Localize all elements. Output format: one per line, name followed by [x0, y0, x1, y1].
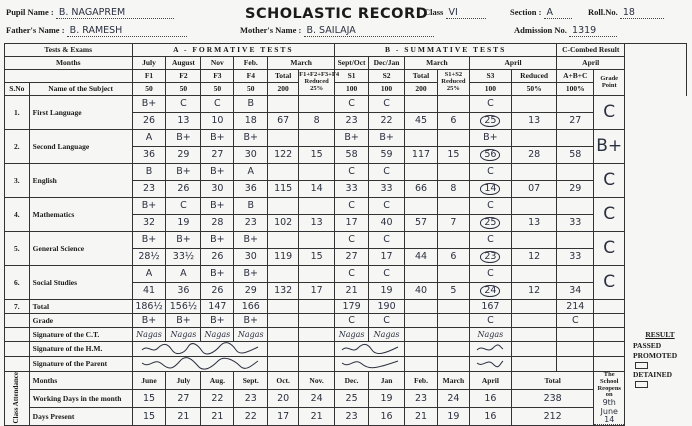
signature-scribble: [132, 342, 268, 357]
mark-cell: 30: [201, 181, 234, 198]
circled-mark: 25: [480, 115, 500, 127]
code-f2: F2: [166, 70, 201, 83]
table-cell: [268, 96, 299, 113]
code-f4: F4: [234, 70, 268, 83]
table-cell: [268, 130, 299, 147]
tests-exams-label: Tests & Exams: [5, 44, 133, 57]
admission-no-value: 1319: [569, 25, 617, 37]
month-march: March: [268, 57, 335, 70]
scholastic-record-table: [4, 43, 687, 426]
grade-cell: C: [335, 96, 369, 113]
s3-mark-cell: [469, 283, 511, 300]
grade-cell: C: [201, 96, 234, 113]
subject-grade-row: [5, 266, 687, 283]
table-cell: [557, 232, 594, 249]
signature-scribble: [469, 342, 511, 357]
header-row-max: S.No Name of the Subject 50 50 50 50 200 100 100 200 100 50% 100%: [5, 83, 687, 96]
grade-cell: B+: [166, 130, 201, 147]
mark-cell: 15: [299, 147, 335, 164]
subject-number: 4.: [5, 198, 30, 232]
pupil-name-field: Pupil Name : B. NAGAPREM: [6, 7, 174, 19]
table-cell: [405, 232, 438, 249]
section-value: A: [544, 7, 572, 19]
grade-cell: B+: [234, 232, 268, 249]
signature-mark: Nagas: [166, 328, 201, 342]
signature-mark: Nagas: [234, 328, 268, 342]
mark-cell: 10: [201, 113, 234, 130]
result-box: RESULT PASSED PROMOTED DETAINED: [629, 330, 687, 388]
grade-cell: C: [469, 164, 511, 181]
subject-name: General Science: [29, 232, 132, 266]
mark-cell: 15: [437, 147, 469, 164]
signature-parent-row: Signature of the Parent: [5, 357, 687, 372]
month-july: July: [132, 57, 166, 70]
mark-cell: 21: [335, 283, 369, 300]
grade-point: C: [594, 232, 625, 266]
mark-cell: 40: [369, 215, 405, 232]
mark-cell: 13: [166, 113, 201, 130]
mark-cell: 122: [268, 147, 299, 164]
table-cell: [268, 266, 299, 283]
mark-cell: 36: [166, 283, 201, 300]
subject-number: 2.: [5, 130, 30, 164]
detained-checkbox: [635, 381, 648, 388]
month-march-2: March: [405, 57, 470, 70]
table-cell: [511, 232, 556, 249]
table-cell: [557, 130, 594, 147]
mark-cell: 45: [405, 113, 438, 130]
grade-cell: B: [234, 198, 268, 215]
mark-cell: 28: [511, 147, 556, 164]
table-cell: [437, 266, 469, 283]
mark-cell: 32: [132, 215, 166, 232]
mark-cell: 27: [201, 147, 234, 164]
mark-cell: 29: [234, 283, 268, 300]
mark-cell: 07: [511, 181, 556, 198]
mark-cell: 29: [557, 181, 594, 198]
grade-cell: A: [132, 130, 166, 147]
mark-cell: 44: [405, 249, 438, 266]
grade-point: C: [594, 164, 625, 198]
table-cell: [405, 96, 438, 113]
mark-cell: 19: [166, 215, 201, 232]
grade-cell: A: [166, 266, 201, 283]
month-april: April: [469, 57, 556, 70]
mark-cell: 8: [437, 181, 469, 198]
attendance-side-label: Class Attendance: [5, 372, 30, 426]
mark-cell: 57: [405, 215, 438, 232]
subject-grade-row: [5, 198, 687, 215]
result-panel: [625, 44, 687, 96]
s3-mark-cell: [469, 249, 511, 266]
table-cell: [557, 164, 594, 181]
grade-cell: C: [335, 232, 369, 249]
mark-cell: 102: [268, 215, 299, 232]
total-row: 7. Total 186½ 156½ 147 166 179 190 167 214: [5, 300, 687, 314]
table-cell: [268, 232, 299, 249]
mark-cell: 13: [511, 113, 556, 130]
mark-cell: 5: [437, 283, 469, 300]
subject-name: First Language: [29, 96, 132, 130]
mark-cell: 17: [369, 249, 405, 266]
record-title: SCHOLASTIC RECORD: [245, 6, 429, 22]
grade-cell: B+: [132, 232, 166, 249]
mark-cell: 17: [335, 215, 369, 232]
mark-cell: 14: [299, 181, 335, 198]
mark-cell: 12: [511, 249, 556, 266]
grade-cell: C: [369, 164, 405, 181]
header-row-codes: [5, 70, 687, 83]
grade-cell: B+: [201, 164, 234, 181]
mother-name-field: Mother's Name : B. SAILAJA: [240, 25, 434, 37]
admission-no-field: Admission No. 1319: [514, 25, 617, 37]
grade-cell: A: [132, 266, 166, 283]
grade-point: C: [594, 96, 625, 130]
grade-row: Grade B+ B+ B+ B+ C C C C: [5, 314, 687, 328]
class-field: Class VI: [424, 7, 486, 19]
header-row-months: [5, 57, 687, 70]
table-cell: [437, 96, 469, 113]
grade-cell: B: [132, 164, 166, 181]
promoted-checkbox: [635, 362, 648, 369]
mark-cell: 26: [201, 249, 234, 266]
subject-name: Second Language: [29, 130, 132, 164]
table-cell: [511, 164, 556, 181]
month-nov: Nov: [201, 57, 234, 70]
mother-name-value: B. SAILAJA: [304, 25, 434, 37]
mark-cell: 6: [437, 113, 469, 130]
circled-mark: 23: [480, 251, 500, 263]
table-cell: [557, 198, 594, 215]
grade-cell: C: [166, 96, 201, 113]
grade-cell: B+: [166, 232, 201, 249]
mark-cell: 36: [132, 147, 166, 164]
roll-no-field: Roll.No. 18: [588, 7, 664, 19]
code-s2: S2: [369, 70, 405, 83]
grade-cell: C: [469, 266, 511, 283]
mark-cell: 6: [437, 249, 469, 266]
mark-cell: 17: [299, 283, 335, 300]
mark-cell: 12: [511, 283, 556, 300]
grade-cell: B+: [201, 266, 234, 283]
table-cell: [437, 164, 469, 181]
subject-name: Social Studies: [29, 266, 132, 300]
grade-cell: C: [335, 198, 369, 215]
mark-cell: 26: [201, 283, 234, 300]
mark-cell: 23: [335, 113, 369, 130]
table-cell: [405, 198, 438, 215]
mark-cell: 33: [369, 181, 405, 198]
table-cell: [511, 266, 556, 283]
mark-cell: 33: [557, 249, 594, 266]
reopen-date: 9th June 14: [594, 399, 624, 425]
grade-cell: A: [234, 164, 268, 181]
grade-cell: C: [166, 198, 201, 215]
mark-cell: 40: [405, 283, 438, 300]
table-cell: [299, 130, 335, 147]
month-feb: Feb.: [234, 57, 268, 70]
table-cell: [511, 130, 556, 147]
mark-cell: 30: [234, 147, 268, 164]
mark-cell: 33½: [166, 249, 201, 266]
grade-point: C: [594, 198, 625, 232]
code-grade-point: Grade Point: [594, 70, 625, 96]
code-s1: S1: [335, 70, 369, 83]
grade-cell: C: [469, 232, 511, 249]
code-total: Total: [268, 70, 299, 83]
result-promoted: PROMOTED: [633, 351, 687, 370]
code-f1: F1: [132, 70, 166, 83]
mark-cell: 13: [511, 215, 556, 232]
table-cell: [268, 198, 299, 215]
attendance-working-row: Working Days in the month 15 27 22 23 20 24 25 19 23 24 16 238: [5, 390, 687, 408]
grade-cell: C: [369, 198, 405, 215]
attendance-months-row: Class Attendance Months June July Aug. Sept. Oct. Nov. Dec. Jan Feb. March April Total The School Reopens on 9th June 14: [5, 372, 687, 390]
circled-mark: 14: [480, 183, 500, 195]
table-cell: [437, 232, 469, 249]
circled-mark: 24: [480, 285, 500, 297]
mark-cell: 13: [299, 215, 335, 232]
signature-mark: Nagas: [369, 328, 405, 342]
grade-point: B+: [594, 130, 625, 164]
mark-cell: 27: [335, 249, 369, 266]
month-sept-oct: Sept/Oct: [335, 57, 369, 70]
subject-name: English: [29, 164, 132, 198]
table-cell: [299, 198, 335, 215]
mark-cell: 67: [268, 113, 299, 130]
grade-cell: B+: [201, 198, 234, 215]
table-cell: [299, 232, 335, 249]
months-label: Months: [5, 57, 133, 70]
subject-number: 6.: [5, 266, 30, 300]
signature-mark: Nagas: [201, 328, 234, 342]
subject-grade-row: [5, 96, 687, 113]
signature-mark: Nagas: [132, 328, 166, 342]
attendance-present-row: Days Present 15 21 21 22 17 21 23 16 21 19 16 212: [5, 408, 687, 426]
mark-cell: 8: [299, 113, 335, 130]
table-cell: [299, 164, 335, 181]
s3-mark-cell: [469, 215, 511, 232]
grade-cell: C: [469, 198, 511, 215]
month-august: August: [166, 57, 201, 70]
table-cell: [511, 198, 556, 215]
s3-mark-cell: [469, 181, 511, 198]
grade-cell: B: [234, 96, 268, 113]
mark-cell: 34: [557, 283, 594, 300]
table-cell: [299, 266, 335, 283]
table-cell: [511, 96, 556, 113]
grade-cell: B+: [132, 96, 166, 113]
table-cell: [437, 198, 469, 215]
result-detained: DETAINED: [633, 370, 687, 389]
grade-cell: C: [369, 266, 405, 283]
result-passed: PASSED: [633, 341, 662, 351]
subject-number: 3.: [5, 164, 30, 198]
subject-number: 1.: [5, 96, 30, 130]
code-f-reduced: F1+F2+F3+F4 Reduced 25%: [299, 70, 335, 96]
code-reduced: Reduced: [511, 70, 556, 83]
summative-tests-head: B - SUMMATIVE TESTS: [335, 44, 557, 57]
mark-cell: 27: [557, 113, 594, 130]
table-cell: [557, 96, 594, 113]
mark-cell: 132: [268, 283, 299, 300]
grade-cell: B+: [335, 130, 369, 147]
mark-cell: 26: [166, 181, 201, 198]
mark-cell: 59: [369, 147, 405, 164]
subject-name-label: Name of the Subject: [29, 83, 132, 96]
grade-cell: B+: [166, 164, 201, 181]
mark-cell: 28½: [132, 249, 166, 266]
code-f3: F3: [201, 70, 234, 83]
grade-cell: B+: [234, 266, 268, 283]
grade-cell: C: [369, 96, 405, 113]
roll-no-value: 18: [620, 7, 664, 19]
circled-mark: 25: [480, 217, 500, 229]
table-cell: [437, 130, 469, 147]
formative-tests-head: A - FORMATIVE TESTS: [132, 44, 335, 57]
mark-cell: 117: [405, 147, 438, 164]
mark-cell: 119: [268, 249, 299, 266]
code-s3: S3: [469, 70, 511, 83]
subject-grade-row: [5, 232, 687, 249]
mark-cell: 115: [268, 181, 299, 198]
grade-cell: B+: [234, 130, 268, 147]
subject-number: 5.: [5, 232, 30, 266]
signature-mark: Nagas: [469, 328, 511, 342]
section-field: Section : A: [510, 7, 572, 19]
school-reopens: The School Reopens on 9th June 14: [594, 372, 625, 426]
combined-result-head: C-Combed Result: [557, 44, 625, 57]
mark-cell: 18: [234, 113, 268, 130]
grade-cell: C: [335, 266, 369, 283]
table-cell: [405, 164, 438, 181]
month-april-2: April: [557, 57, 625, 70]
mark-cell: 29: [166, 147, 201, 164]
signature-ct-row: Signature of the C.T. Nagas Nagas Nagas Nagas Nagas Nagas Nagas: [5, 328, 687, 342]
month-dec-jan: Dec/Jan: [369, 57, 405, 70]
mark-cell: 23: [234, 215, 268, 232]
table-cell: [557, 266, 594, 283]
pupil-name-value: B. NAGAPREM: [56, 7, 174, 19]
mark-cell: 58: [557, 147, 594, 164]
s3-mark-cell: [469, 113, 511, 130]
grade-cell: B+: [469, 130, 511, 147]
signature-hm-row: Signature of the H.M.: [5, 342, 687, 357]
mark-cell: 7: [437, 215, 469, 232]
mark-cell: 23: [132, 181, 166, 198]
mark-cell: 19: [369, 283, 405, 300]
subject-grade-row: [5, 130, 687, 147]
grade-cell: B+: [369, 130, 405, 147]
signature-scribble: [335, 342, 405, 357]
header-row-tests: [5, 44, 687, 57]
grade-cell: C: [369, 232, 405, 249]
mark-cell: 28: [201, 215, 234, 232]
grade-cell: B+: [201, 232, 234, 249]
subject-grade-row: [5, 164, 687, 181]
code-total-2: Total: [405, 70, 438, 83]
mark-cell: 58: [335, 147, 369, 164]
signature-mark: Nagas: [335, 328, 369, 342]
mark-cell: 36: [234, 181, 268, 198]
mark-cell: 66: [405, 181, 438, 198]
subject-name: Mathematics: [29, 198, 132, 232]
mark-cell: 33: [557, 215, 594, 232]
circled-mark: 56: [480, 149, 500, 161]
mark-cell: 30: [234, 249, 268, 266]
grade-cell: B+: [201, 130, 234, 147]
mark-cell: 41: [132, 283, 166, 300]
grade-cell: B+: [132, 198, 166, 215]
mark-cell: 26: [132, 113, 166, 130]
grade-point: C: [594, 266, 625, 300]
table-cell: [405, 130, 438, 147]
class-value: VI: [446, 7, 486, 19]
father-name-value: B. RAMESH: [67, 25, 187, 37]
father-name-field: Father's Name : B. RAMESH: [6, 25, 187, 37]
table-cell: [299, 96, 335, 113]
s3-mark-cell: [469, 147, 511, 164]
table-cell: [405, 266, 438, 283]
code-s12-reduced: S1+S2 Reduced 25%: [437, 70, 469, 96]
mark-cell: 22: [369, 113, 405, 130]
sno-label: S.No: [5, 83, 30, 96]
mark-cell: 33: [335, 181, 369, 198]
code-abc: A+B+C: [557, 70, 594, 83]
mark-cell: 15: [299, 249, 335, 266]
table-cell: [268, 164, 299, 181]
grade-cell: C: [335, 164, 369, 181]
grade-cell: C: [469, 96, 511, 113]
